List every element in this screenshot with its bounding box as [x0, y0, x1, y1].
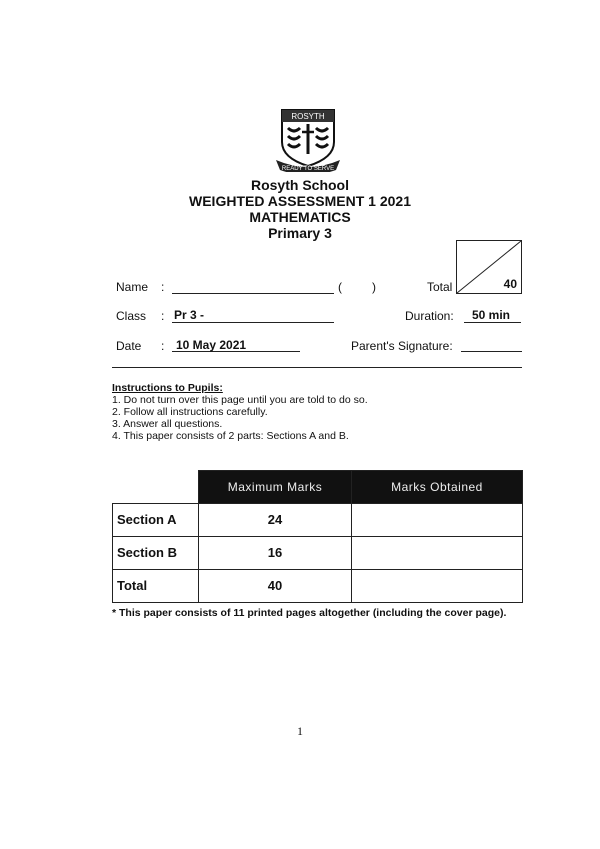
marks-obtained-cell[interactable] [352, 569, 523, 602]
class-label: Class [116, 309, 147, 323]
section-label: Total [113, 569, 199, 602]
crest-motto: READY TO SERVE [281, 166, 335, 172]
max-marks-header: Maximum Marks [199, 471, 352, 504]
marks-obtained-cell[interactable] [352, 503, 523, 536]
pages-note: * This paper consists of 11 printed pages altogether (including the cover page). [112, 607, 507, 619]
date-colon: : [161, 339, 165, 353]
assessment-title: WEIGHTED ASSESSMENT 1 2021 [189, 193, 411, 209]
table-row [113, 536, 523, 569]
table-row [113, 503, 523, 536]
index-number-field[interactable] [346, 280, 368, 294]
index-paren-open: ( [338, 280, 342, 294]
marks-obtained-cell[interactable] [352, 536, 523, 569]
level-title: Primary 3 [268, 225, 332, 241]
signature-label: Parent's Signature: [351, 339, 453, 353]
class-colon: : [161, 309, 165, 323]
total-label: Total [427, 280, 453, 294]
marks-table-header-row [113, 471, 523, 504]
section-label: Section A [113, 503, 199, 536]
max-marks-value: 16 [199, 536, 352, 569]
class-value: Pr 3 - [174, 308, 205, 322]
duration-underline [464, 322, 521, 323]
marks-obtained-header: Marks Obtained [352, 471, 523, 504]
subject-title: MATHEMATICS [249, 209, 351, 225]
name-colon: : [161, 280, 165, 294]
name-field[interactable] [172, 293, 334, 294]
duration-label: Duration: [405, 309, 454, 323]
instruction-item: 2. Follow all instructions carefully. [112, 406, 268, 418]
table-row [113, 569, 523, 602]
page-number: 1 [297, 724, 303, 738]
date-label: Date [116, 339, 142, 353]
instruction-item: 1. Do not turn over this page until you are told to do so. [112, 394, 368, 406]
total-max-score: 40 [503, 277, 517, 291]
max-marks-value: 24 [199, 503, 352, 536]
instruction-item: 3. Answer all questions. [112, 418, 223, 430]
school-name: Rosyth School [250, 177, 349, 193]
section-label: Section B [113, 536, 199, 569]
school-crest-icon [272, 108, 344, 172]
marks-table [112, 470, 523, 603]
date-value: 10 May 2021 [176, 338, 247, 352]
index-paren-close: ) [372, 280, 376, 294]
signature-field[interactable] [461, 351, 522, 352]
table-corner-cell [113, 471, 199, 504]
crest-text: ROSYTH [291, 112, 325, 121]
total-score-box[interactable] [456, 240, 522, 294]
max-marks-value: 40 [199, 569, 352, 602]
instructions-heading: Instructions to Pupils: [112, 382, 223, 394]
class-field[interactable] [172, 322, 334, 323]
duration-value: 50 min [472, 308, 511, 322]
instruction-item: 4. This paper consists of 2 parts: Sections A and B. [112, 430, 349, 442]
name-label: Name [116, 280, 149, 294]
header-divider [112, 367, 522, 368]
